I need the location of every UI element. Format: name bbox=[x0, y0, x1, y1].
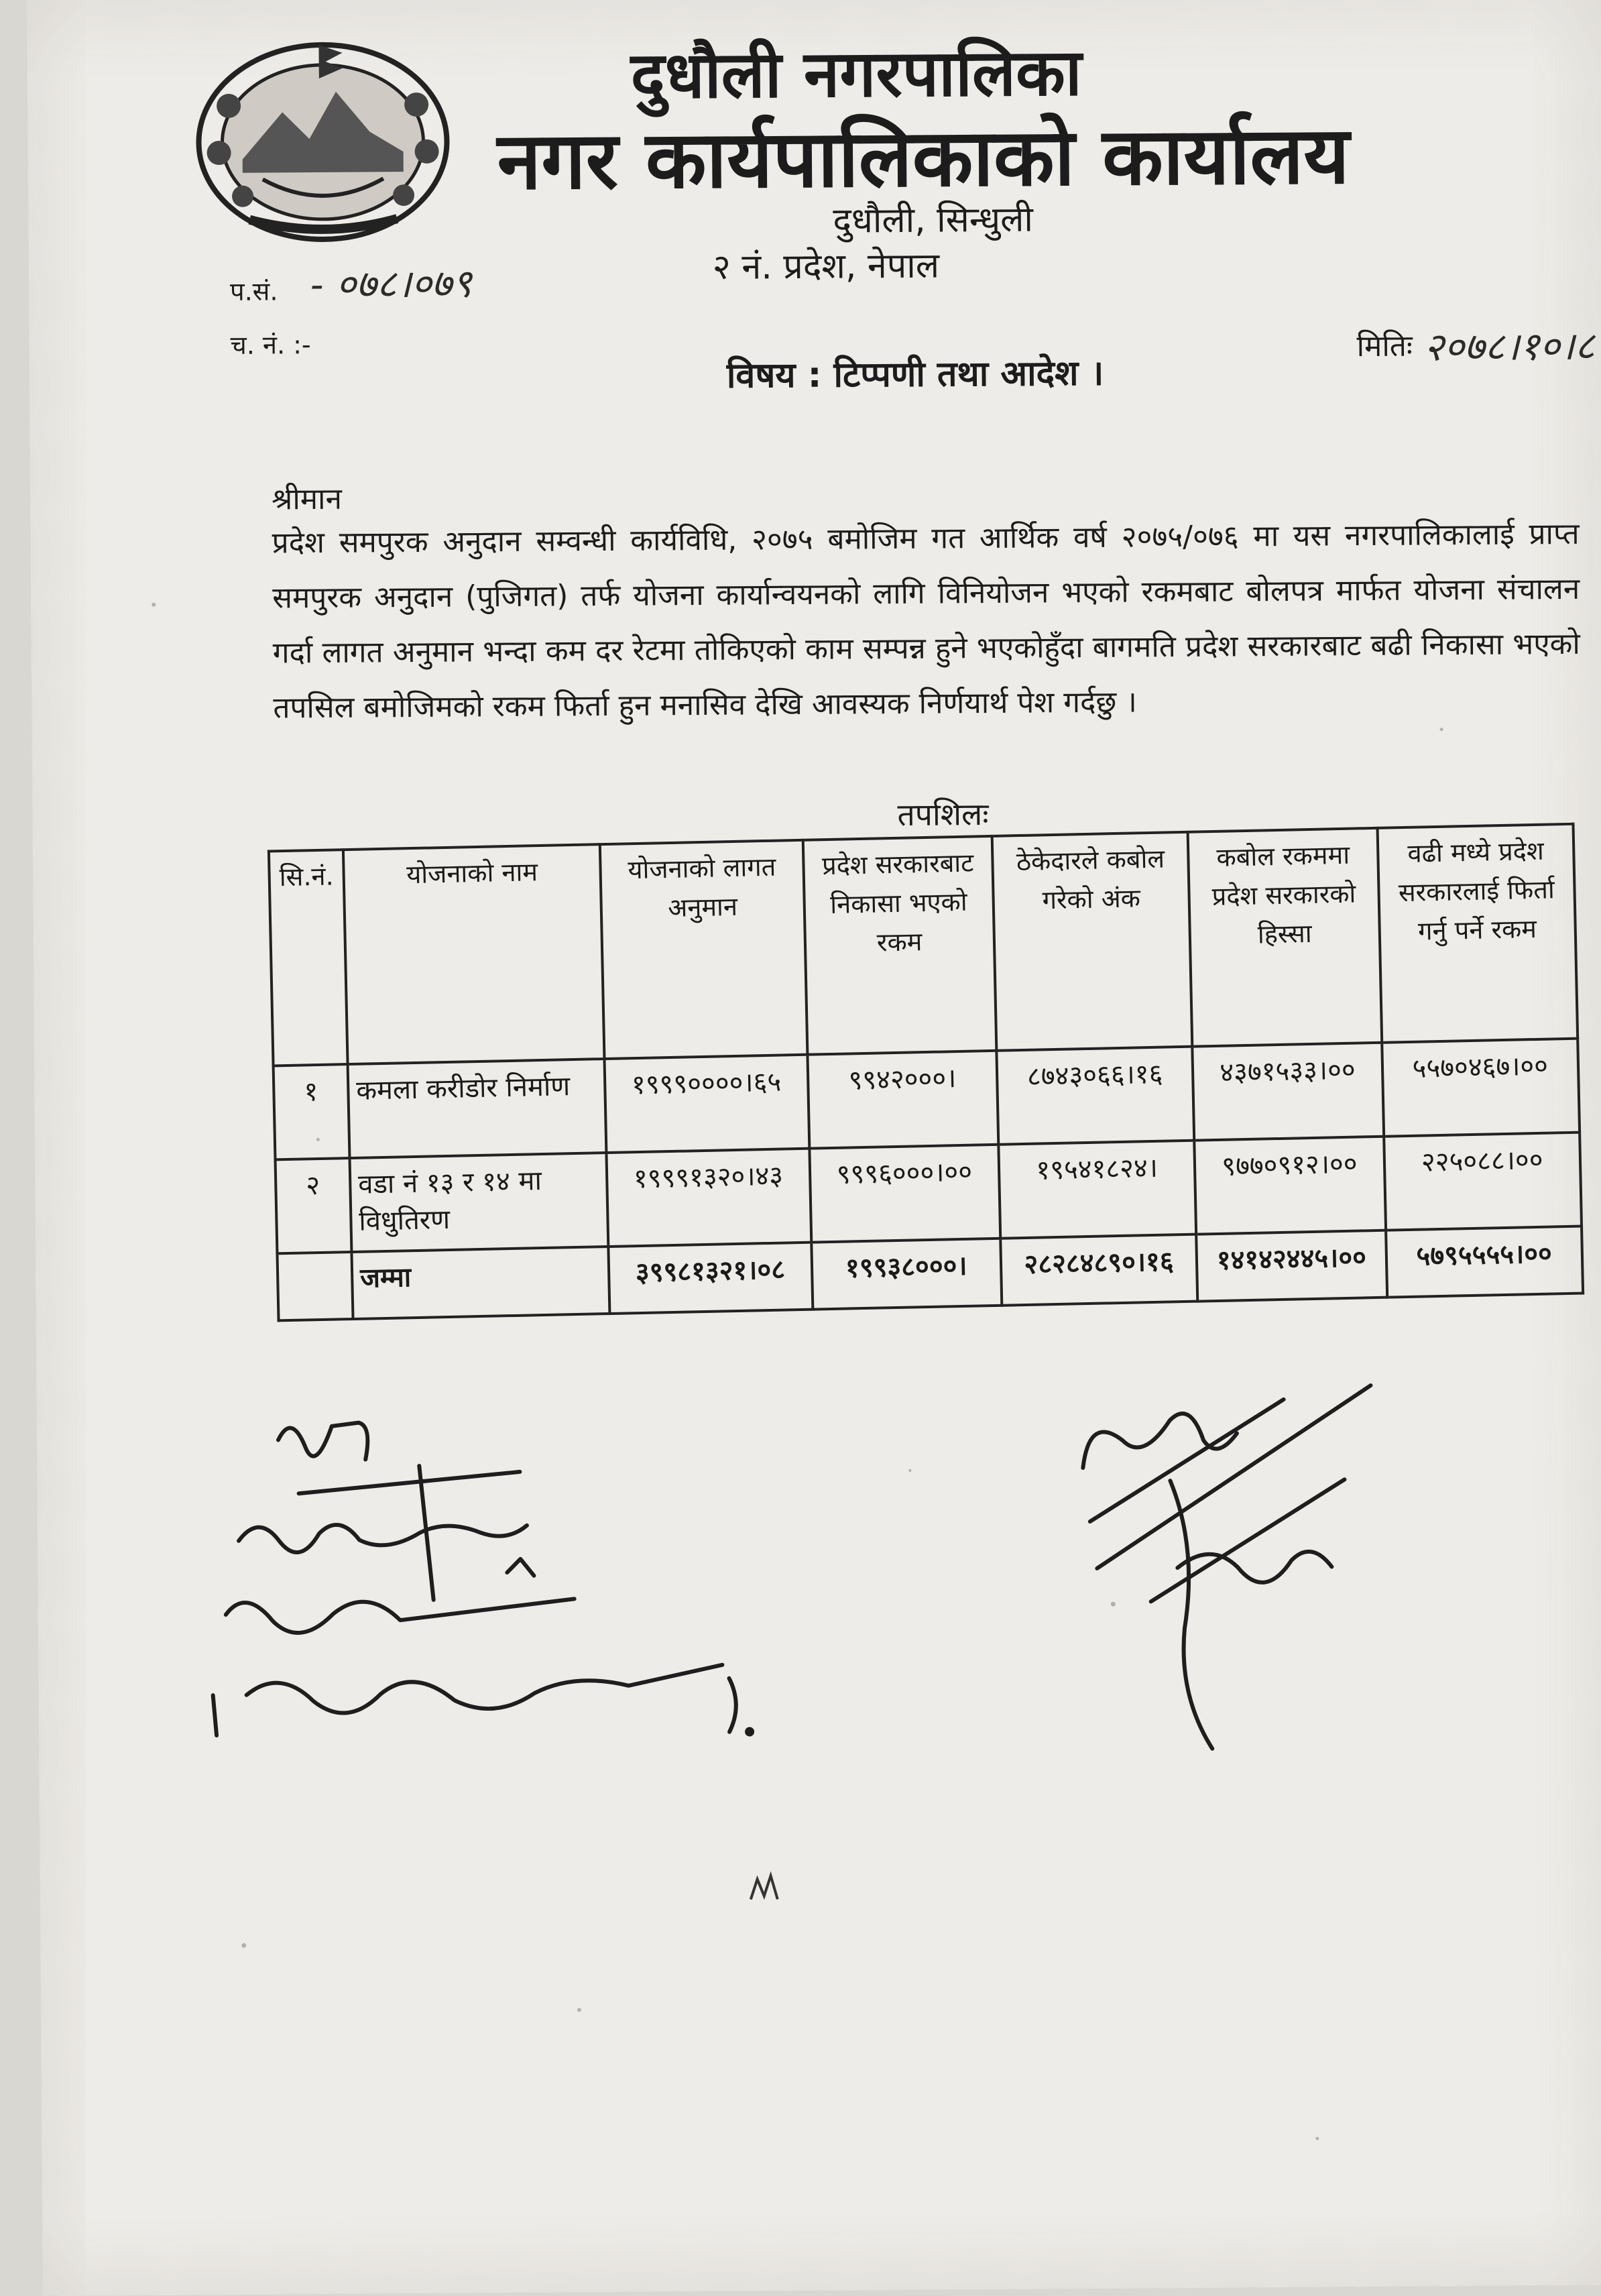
handwritten-signature-left bbox=[198, 1396, 804, 1789]
cell-contract-amount: ८७४३०६६।१६ bbox=[996, 1047, 1194, 1145]
cell-sn: १ bbox=[274, 1064, 350, 1159]
date-label: मितिः bbox=[1356, 329, 1413, 364]
body-paragraph: प्रदेश समपुरक अनुदान सम्वन्धी कार्यविधि, २०७५ बमोजिम गत आर्थिक वर्ष २०७५/०७६ मा यस नगरपालिकालाई प्राप्त समपुरक अनुदान (पुजिगत) तर्फ योजना कार्यान्वयनको लागि विनियोजन भएको रकमबाट बोलपत्र मार्फत योजना संचालन गर्दा लागत अनुमान भन्दा कम दर रेटमा तोकिएको काम सम्पन्न हुने भएकोहुँदा बागमति प्रदेश सरकारबाट बढी निकासा भएको तपसिल बमोजिमको रकम फिर्ता हुन मनासिव देखि आवस्यक निर्णयार्थ पेश गर्दछु । bbox=[272, 516, 1580, 726]
header-contract-amount: ठेकेदारले कबोल गरेको अंक bbox=[992, 832, 1193, 1051]
total-refund-amount: ५७९५५५५।०० bbox=[1386, 1226, 1583, 1298]
details-table bbox=[268, 823, 1584, 1322]
date-value: २०७८।१०।८ bbox=[1423, 323, 1595, 370]
office-address: दुधौली, सिन्धुली bbox=[833, 199, 1034, 241]
salutation: श्रीमान bbox=[272, 481, 343, 517]
cell-project-name: कमला करीडोर निर्माण bbox=[347, 1059, 606, 1158]
total-province-share: १४१४२४४५।०० bbox=[1196, 1230, 1386, 1302]
cell-refund-amount: २२५०८८।०० bbox=[1384, 1133, 1582, 1230]
cell-province-release: ९९९६०००।०० bbox=[809, 1145, 1000, 1243]
cell-refund-amount: ५५७०४६७।०० bbox=[1382, 1039, 1580, 1137]
header-refund-amount: वढी मध्ये प्रदेश सरकारलाई फिर्ता गर्नु पर्ने रकम bbox=[1377, 824, 1578, 1043]
handwritten-signature-right bbox=[1062, 1345, 1400, 1763]
cell-province-share: ९७७०९१२।०० bbox=[1194, 1137, 1385, 1235]
table-header-row bbox=[269, 824, 1578, 1066]
cell-province-release: ९९४२०००। bbox=[807, 1051, 998, 1149]
header-project-name: योजनाको नाम bbox=[343, 844, 605, 1064]
cell-contract-amount: १९५४१८२४। bbox=[998, 1141, 1196, 1239]
cell-province-share: ४३७१५३३।०० bbox=[1193, 1043, 1384, 1141]
cell-cost-estimate: १९९९००००।६५ bbox=[605, 1055, 809, 1153]
header-sn: सि.नं. bbox=[269, 850, 348, 1066]
cell-cost-estimate: १९९९१३२०।४३ bbox=[606, 1149, 811, 1247]
province-line: २ नं. प्रदेश, नेपाल bbox=[712, 245, 940, 288]
office-name: नगर कार्यपालिकाको कार्यालय bbox=[497, 109, 1350, 208]
total-contract-amount: २८२८४८९०।१६ bbox=[1000, 1235, 1197, 1306]
header-province-release: प्रदेश सरकारबाट निकासा भएको रकम bbox=[803, 836, 996, 1055]
header-province-share: कबोल रकममा प्रदेश सरकारको हिस्सा bbox=[1188, 828, 1382, 1047]
total-cost-estimate: ३९९८१३२१।०८ bbox=[608, 1243, 813, 1314]
total-province-release: १९९३८०००। bbox=[811, 1239, 1002, 1310]
total-sn bbox=[277, 1252, 353, 1320]
document-page bbox=[27, 0, 1601, 2296]
header-cost-estimate: योजनाको लागत अनुमान bbox=[600, 840, 807, 1059]
cell-project-name: वडा नं १३ र १४ मा विधुतिरण bbox=[349, 1153, 608, 1252]
total-label: जम्मा bbox=[351, 1247, 609, 1319]
patra-number: - ०७८।०७९ bbox=[310, 260, 473, 308]
patra-label: प.सं. bbox=[229, 276, 278, 306]
ink-mark-icon bbox=[744, 1866, 784, 1906]
table-title: तपशिलः bbox=[897, 796, 989, 833]
subject-line: विषय : टिप्पणी तथा आदेश । bbox=[726, 353, 1104, 396]
municipality-name: दुधौली नगरपालिका bbox=[630, 35, 1082, 113]
cell-sn: २ bbox=[276, 1158, 352, 1253]
nepal-emblem-icon bbox=[188, 38, 457, 247]
chalani-label: च. नं. :- bbox=[230, 330, 311, 360]
